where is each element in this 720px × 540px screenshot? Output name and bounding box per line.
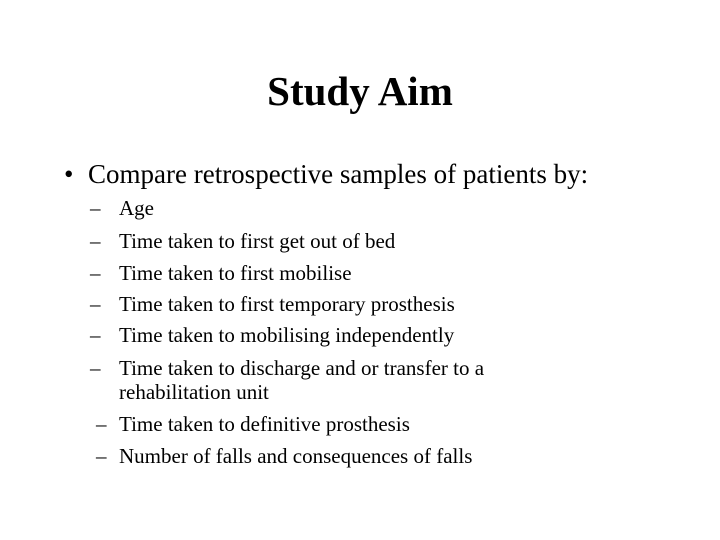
main-bullet-text: Compare retrospective samples of patients by: [88, 159, 589, 189]
main-bullet [64, 158, 588, 190]
dash-marker: – [90, 292, 101, 316]
dash-marker: – [90, 196, 101, 220]
sub-bullet-text: rehabilitation unit [119, 380, 269, 404]
slide-title: Study Aim [267, 68, 453, 114]
dash-marker: – [96, 412, 107, 436]
sub-bullet-text: Age [119, 196, 154, 220]
sub-bullet-text: Time taken to first get out of bed [119, 229, 396, 253]
dash-marker: – [96, 444, 107, 468]
sub-bullet-text: Number of falls and consequences of falls [119, 444, 473, 468]
sub-bullet-text: Time taken to discharge and or transfer to a [119, 356, 485, 380]
dash-marker: – [90, 356, 101, 380]
bullet-marker: • [64, 159, 74, 189]
dash-marker: – [90, 323, 101, 347]
sub-bullet-text: Time taken to first mobilise [119, 261, 352, 285]
sub-bullet-text: Time taken to mobilising independently [119, 323, 455, 347]
dash-marker: – [90, 229, 101, 253]
dash-marker: – [90, 261, 101, 285]
sub-bullet-text: Time taken to definitive prosthesis [119, 412, 410, 436]
sub-bullet-text: Time taken to first temporary prosthesis [119, 292, 455, 316]
